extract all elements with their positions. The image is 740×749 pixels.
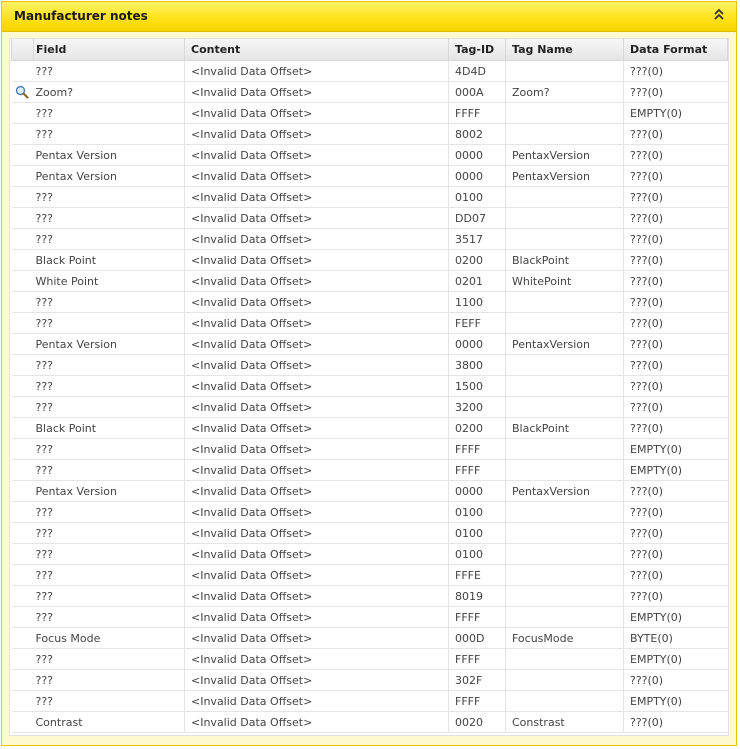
field-cell: Pentax Version — [34, 481, 185, 502]
row-icon-cell — [12, 334, 34, 355]
table-row[interactable] — [12, 103, 728, 124]
tag-id-cell: 1100 — [449, 292, 506, 313]
field-cell: ??? — [34, 61, 185, 82]
row-icon-cell — [12, 166, 34, 187]
table-row[interactable] — [12, 607, 728, 628]
field-cell: Focus Mode — [34, 628, 185, 649]
tag-name-cell: Zoom? — [506, 82, 624, 103]
data-format-cell: BYTE(0) — [624, 628, 728, 649]
content-cell: <Invalid Data Offset> — [185, 649, 449, 670]
data-format-cell: ???(0) — [624, 544, 728, 565]
row-icon-cell — [12, 145, 34, 166]
content-cell: <Invalid Data Offset> — [185, 628, 449, 649]
table-row[interactable] — [12, 376, 728, 397]
table-row[interactable] — [12, 250, 728, 271]
data-format-cell: ???(0) — [624, 376, 728, 397]
data-format-cell: ???(0) — [624, 334, 728, 355]
tag-name-cell: PentaxVersion — [506, 334, 624, 355]
tag-name-cell — [506, 523, 624, 544]
data-format-cell: EMPTY(0) — [624, 460, 728, 481]
tag-name-cell — [506, 103, 624, 124]
tag-name-cell: BlackPoint — [506, 250, 624, 271]
field-cell: ??? — [34, 376, 185, 397]
row-icon-cell — [12, 187, 34, 208]
double-chevron-up-icon — [714, 8, 724, 20]
field-cell: ??? — [34, 670, 185, 691]
tag-id-cell: 0100 — [449, 502, 506, 523]
table-row[interactable] — [12, 187, 728, 208]
content-cell: <Invalid Data Offset> — [185, 292, 449, 313]
tag-name-cell — [506, 670, 624, 691]
field-cell: Zoom? — [34, 82, 185, 103]
field-cell: ??? — [34, 649, 185, 670]
tag-id-cell: 0100 — [449, 523, 506, 544]
content-cell: <Invalid Data Offset> — [185, 712, 449, 733]
tag-name-cell — [506, 691, 624, 712]
row-icon-cell — [12, 670, 34, 691]
table-row[interactable] — [12, 460, 728, 481]
content-cell: <Invalid Data Offset> — [185, 145, 449, 166]
content-cell: <Invalid Data Offset> — [185, 61, 449, 82]
table-row[interactable] — [12, 670, 728, 691]
tag-name-cell — [506, 187, 624, 208]
tag-name-cell — [506, 208, 624, 229]
manufacturer-notes-panel — [1, 1, 737, 746]
content-cell: <Invalid Data Offset> — [185, 460, 449, 481]
tag-id-cell: 0200 — [449, 418, 506, 439]
content-cell: <Invalid Data Offset> — [185, 82, 449, 103]
tag-name-cell: Constrast — [506, 712, 624, 733]
table-row[interactable] — [12, 334, 728, 355]
tag-id-cell: 0100 — [449, 544, 506, 565]
column-header-content[interactable]: Content — [185, 39, 449, 61]
content-cell: <Invalid Data Offset> — [185, 502, 449, 523]
field-cell: ??? — [34, 607, 185, 628]
tag-name-cell — [506, 502, 624, 523]
data-format-cell: ???(0) — [624, 565, 728, 586]
data-format-cell: ???(0) — [624, 61, 728, 82]
tag-id-cell: 0020 — [449, 712, 506, 733]
data-format-cell: EMPTY(0) — [624, 649, 728, 670]
data-format-cell: EMPTY(0) — [624, 103, 728, 124]
data-format-cell: ???(0) — [624, 166, 728, 187]
tag-id-cell: 000A — [449, 82, 506, 103]
content-cell: <Invalid Data Offset> — [185, 607, 449, 628]
tag-id-cell: FFFF — [449, 691, 506, 712]
field-cell: Black Point — [34, 418, 185, 439]
field-cell: ??? — [34, 397, 185, 418]
row-icon-cell — [12, 61, 34, 82]
content-cell: <Invalid Data Offset> — [185, 166, 449, 187]
row-icon-cell — [12, 460, 34, 481]
content-cell: <Invalid Data Offset> — [185, 418, 449, 439]
column-header-field[interactable]: Field — [34, 39, 185, 61]
data-format-cell: ???(0) — [624, 523, 728, 544]
column-header-data-format[interactable]: Data Format — [624, 39, 728, 61]
tag-name-cell — [506, 355, 624, 376]
data-format-cell: ???(0) — [624, 187, 728, 208]
table-row[interactable] — [12, 418, 728, 439]
tag-id-cell: FFFE — [449, 565, 506, 586]
content-cell: <Invalid Data Offset> — [185, 355, 449, 376]
row-icon-cell — [12, 607, 34, 628]
field-cell: ??? — [34, 208, 185, 229]
field-cell: Contrast — [34, 712, 185, 733]
tag-id-cell: 8019 — [449, 586, 506, 607]
table-row[interactable] — [12, 649, 728, 670]
row-icon-cell — [12, 712, 34, 733]
data-format-cell: ???(0) — [624, 397, 728, 418]
tag-name-cell — [506, 439, 624, 460]
field-cell: ??? — [34, 124, 185, 145]
tag-id-cell: 0000 — [449, 481, 506, 502]
field-cell: ??? — [34, 292, 185, 313]
tag-name-cell — [506, 376, 624, 397]
tag-id-cell: FFFF — [449, 439, 506, 460]
collapse-button[interactable] — [712, 8, 726, 24]
content-cell: <Invalid Data Offset> — [185, 691, 449, 712]
data-format-cell: ???(0) — [624, 229, 728, 250]
row-icon-cell — [12, 439, 34, 460]
tag-id-cell: 000D — [449, 628, 506, 649]
data-format-cell: ???(0) — [624, 271, 728, 292]
tag-id-cell: 1500 — [449, 376, 506, 397]
table-row[interactable] — [12, 502, 728, 523]
field-cell: Black Point — [34, 250, 185, 271]
table-row[interactable] — [12, 523, 728, 544]
table-row[interactable] — [12, 82, 728, 103]
table-header-row — [12, 39, 728, 61]
table-row[interactable] — [12, 355, 728, 376]
content-cell: <Invalid Data Offset> — [185, 208, 449, 229]
field-cell: ??? — [34, 103, 185, 124]
row-icon-cell — [12, 124, 34, 145]
tag-name-cell — [506, 397, 624, 418]
table-row[interactable] — [12, 481, 728, 502]
row-icon-cell — [12, 355, 34, 376]
field-cell: ??? — [34, 460, 185, 481]
tag-name-cell — [506, 460, 624, 481]
row-icon-cell — [12, 103, 34, 124]
field-cell: ??? — [34, 691, 185, 712]
row-icon-cell — [12, 502, 34, 523]
data-format-cell: ???(0) — [624, 418, 728, 439]
content-cell: <Invalid Data Offset> — [185, 334, 449, 355]
column-header-icon — [12, 39, 34, 61]
tag-id-cell: 0000 — [449, 166, 506, 187]
field-cell: ??? — [34, 187, 185, 208]
data-format-cell: EMPTY(0) — [624, 691, 728, 712]
field-cell: ??? — [34, 439, 185, 460]
tag-id-cell: FFFF — [449, 607, 506, 628]
table-row[interactable] — [12, 61, 728, 82]
table-row[interactable] — [12, 208, 728, 229]
tag-name-cell — [506, 313, 624, 334]
row-icon-cell — [12, 691, 34, 712]
tag-id-cell: 0201 — [449, 271, 506, 292]
row-icon-cell — [12, 565, 34, 586]
tag-id-cell: 3200 — [449, 397, 506, 418]
tag-id-cell: 0000 — [449, 145, 506, 166]
table-row[interactable] — [12, 565, 728, 586]
data-format-cell: EMPTY(0) — [624, 439, 728, 460]
field-cell: ??? — [34, 355, 185, 376]
tag-name-cell — [506, 124, 624, 145]
tag-name-cell: BlackPoint — [506, 418, 624, 439]
content-cell: <Invalid Data Offset> — [185, 586, 449, 607]
tag-id-cell: FEFF — [449, 313, 506, 334]
content-cell: <Invalid Data Offset> — [185, 271, 449, 292]
tag-name-cell — [506, 61, 624, 82]
field-cell: ??? — [34, 313, 185, 334]
tag-name-cell: PentaxVersion — [506, 166, 624, 187]
content-cell: <Invalid Data Offset> — [185, 187, 449, 208]
row-icon-cell — [12, 397, 34, 418]
content-cell: <Invalid Data Offset> — [185, 523, 449, 544]
content-cell: <Invalid Data Offset> — [185, 565, 449, 586]
field-cell: White Point — [34, 271, 185, 292]
data-format-cell: ???(0) — [624, 481, 728, 502]
tag-id-cell: FFFF — [449, 103, 506, 124]
tag-id-cell: 0100 — [449, 187, 506, 208]
table-row[interactable] — [12, 166, 728, 187]
panel-header — [2, 2, 736, 32]
tag-id-cell: DD07 — [449, 208, 506, 229]
table-row[interactable] — [12, 271, 728, 292]
tag-id-cell: 3800 — [449, 355, 506, 376]
table-row[interactable] — [12, 292, 728, 313]
content-cell: <Invalid Data Offset> — [185, 670, 449, 691]
content-cell: <Invalid Data Offset> — [185, 229, 449, 250]
field-cell: ??? — [34, 544, 185, 565]
column-header-tag-id[interactable]: Tag-ID — [449, 39, 506, 61]
tag-name-cell: FocusMode — [506, 628, 624, 649]
field-cell: Pentax Version — [34, 145, 185, 166]
content-cell: <Invalid Data Offset> — [185, 544, 449, 565]
field-cell: ??? — [34, 565, 185, 586]
table-row[interactable] — [12, 124, 728, 145]
data-format-cell: ???(0) — [624, 82, 728, 103]
tag-name-cell — [506, 565, 624, 586]
table-row[interactable] — [12, 439, 728, 460]
field-cell: Pentax Version — [34, 334, 185, 355]
table-row[interactable] — [12, 145, 728, 166]
field-cell: ??? — [34, 586, 185, 607]
metadata-table — [11, 39, 728, 733]
tag-name-cell — [506, 649, 624, 670]
tag-id-cell: FFFF — [449, 460, 506, 481]
data-format-cell: ???(0) — [624, 145, 728, 166]
tag-name-cell — [506, 586, 624, 607]
field-cell: ??? — [34, 523, 185, 544]
metadata-table-container — [9, 38, 729, 736]
panel-title: Manufacturer notes — [14, 9, 148, 23]
magnifier-icon[interactable] — [15, 85, 29, 99]
row-icon-cell — [12, 418, 34, 439]
data-format-cell: ???(0) — [624, 355, 728, 376]
content-cell: <Invalid Data Offset> — [185, 313, 449, 334]
table-row[interactable] — [12, 397, 728, 418]
row-icon-cell[interactable] — [12, 82, 34, 103]
table-row[interactable] — [12, 712, 728, 733]
data-format-cell: ???(0) — [624, 292, 728, 313]
row-icon-cell — [12, 481, 34, 502]
data-format-cell: ???(0) — [624, 670, 728, 691]
tag-id-cell: 0200 — [449, 250, 506, 271]
tag-name-cell — [506, 292, 624, 313]
table-row[interactable] — [12, 628, 728, 649]
row-icon-cell — [12, 250, 34, 271]
data-format-cell: ???(0) — [624, 313, 728, 334]
column-header-tag-name[interactable]: Tag Name — [506, 39, 624, 61]
table-row[interactable] — [12, 691, 728, 712]
row-icon-cell — [12, 229, 34, 250]
data-format-cell: ???(0) — [624, 502, 728, 523]
table-row[interactable] — [12, 586, 728, 607]
tag-id-cell: 8002 — [449, 124, 506, 145]
tag-name-cell: PentaxVersion — [506, 481, 624, 502]
row-icon-cell — [12, 586, 34, 607]
data-format-cell: ???(0) — [624, 250, 728, 271]
content-cell: <Invalid Data Offset> — [185, 250, 449, 271]
tag-id-cell: 3517 — [449, 229, 506, 250]
tag-id-cell: FFFF — [449, 649, 506, 670]
row-icon-cell — [12, 544, 34, 565]
table-row[interactable] — [12, 313, 728, 334]
tag-name-cell: PentaxVersion — [506, 145, 624, 166]
tag-id-cell: 4D4D — [449, 61, 506, 82]
table-row[interactable] — [12, 544, 728, 565]
field-cell: Pentax Version — [34, 166, 185, 187]
tag-name-cell — [506, 544, 624, 565]
content-cell: <Invalid Data Offset> — [185, 481, 449, 502]
content-cell: <Invalid Data Offset> — [185, 439, 449, 460]
data-format-cell: ???(0) — [624, 586, 728, 607]
row-icon-cell — [12, 313, 34, 334]
content-cell: <Invalid Data Offset> — [185, 124, 449, 145]
field-cell: ??? — [34, 229, 185, 250]
row-icon-cell — [12, 292, 34, 313]
tag-name-cell — [506, 607, 624, 628]
data-format-cell: ???(0) — [624, 712, 728, 733]
row-icon-cell — [12, 523, 34, 544]
data-format-cell: ???(0) — [624, 208, 728, 229]
field-cell: ??? — [34, 502, 185, 523]
tag-name-cell: WhitePoint — [506, 271, 624, 292]
row-icon-cell — [12, 628, 34, 649]
tag-id-cell: 0000 — [449, 334, 506, 355]
row-icon-cell — [12, 271, 34, 292]
content-cell: <Invalid Data Offset> — [185, 397, 449, 418]
data-format-cell: ???(0) — [624, 124, 728, 145]
row-icon-cell — [12, 376, 34, 397]
tag-id-cell: 302F — [449, 670, 506, 691]
row-icon-cell — [12, 208, 34, 229]
tag-name-cell — [506, 229, 624, 250]
row-icon-cell — [12, 649, 34, 670]
table-row[interactable] — [12, 229, 728, 250]
data-format-cell: EMPTY(0) — [624, 607, 728, 628]
content-cell: <Invalid Data Offset> — [185, 103, 449, 124]
content-cell: <Invalid Data Offset> — [185, 376, 449, 397]
